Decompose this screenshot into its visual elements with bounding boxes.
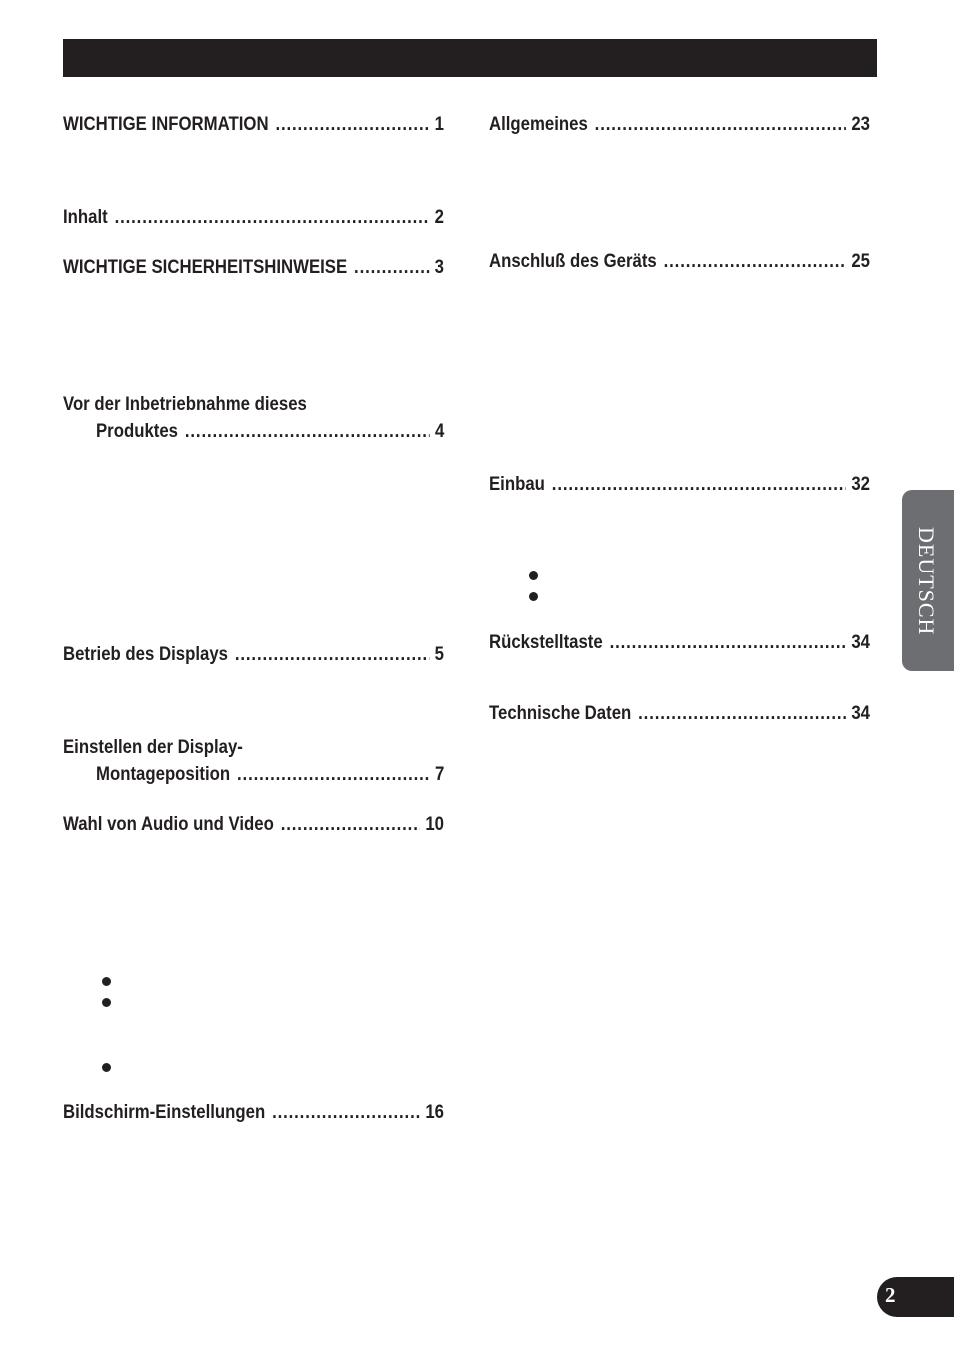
toc-leader-dots [354, 254, 429, 281]
toc-entry-label: Einbau [489, 473, 545, 495]
toc-leader-dots [664, 248, 847, 275]
toc-entry-inbetriebnahme[interactable] [96, 418, 444, 445]
toc-leader-dots [281, 811, 420, 838]
toc-leader-dots [237, 761, 430, 788]
toc-entry-ruckstelltaste[interactable] [489, 629, 870, 656]
toc-entry-bildschirm[interactable] [63, 1099, 444, 1126]
toc-entry-inhalt[interactable] [63, 204, 444, 231]
toc-leader-dots [552, 471, 846, 498]
toc-entry-label: Inhalt [63, 206, 108, 228]
toc-entry-label: Wahl von Audio und Video [63, 813, 274, 835]
toc-entry-page: 34 [851, 631, 870, 653]
toc-entry-page: 5 [434, 643, 444, 665]
toc-entry-allgemeines[interactable] [489, 111, 870, 138]
bullet-dot [102, 977, 111, 986]
toc-entry-page: 1 [434, 113, 444, 135]
toc-leader-dots [115, 204, 430, 231]
toc-entry-inbetriebnahme-line1: Vor der Inbetriebnahme dieses [63, 393, 307, 415]
language-tab-label: DEUTSCH [914, 526, 939, 636]
toc-entry-label: Betrieb des Displays [63, 643, 228, 665]
toc-entry-page: 25 [851, 250, 870, 272]
toc-entry-einbau[interactable] [489, 471, 870, 498]
header-bar [63, 39, 877, 77]
toc-entry-technische-daten[interactable] [489, 700, 870, 727]
toc-leader-dots [595, 111, 846, 138]
toc-entry-page: 32 [851, 473, 870, 495]
toc-entry-page: 4 [434, 420, 445, 442]
toc-entry-wichtige-information[interactable] [63, 111, 444, 138]
toc-entry-page: 34 [851, 702, 870, 724]
toc-leader-dots [185, 418, 430, 445]
toc-entry-page: 16 [425, 1101, 444, 1123]
toc-entry-montageposition-line1: Einstellen der Display- [63, 736, 243, 758]
toc-entry-label: WICHTIGE INFORMATION [63, 113, 269, 135]
toc-entry-page: 10 [425, 813, 444, 835]
toc-entry-betrieb-displays[interactable] [63, 641, 444, 668]
toc-entry-audio-video[interactable] [63, 811, 444, 838]
toc-entry-label: Bildschirm-Einstellungen [63, 1101, 266, 1123]
bullet-dot [529, 571, 538, 580]
toc-entry-page: 7 [434, 763, 445, 785]
toc-entry-label: WICHTIGE SICHERHEITSHINWEISE [63, 256, 348, 278]
bullet-dot [102, 1063, 111, 1072]
toc-entry-label: Rückstelltaste [489, 631, 603, 653]
bullet-dot [102, 998, 111, 1007]
toc-leader-dots [275, 111, 429, 138]
toc-entry-page: 2 [434, 206, 444, 228]
toc-leader-dots [235, 641, 430, 668]
toc-entry-label: Technische Daten [489, 702, 632, 724]
toc-entry-label: Anschluß des Geräts [489, 250, 657, 272]
toc-entry-label: Allgemeines [489, 113, 588, 135]
toc-leader-dots [610, 629, 847, 656]
toc-leader-dots [638, 700, 846, 727]
bullet-dot [529, 592, 538, 601]
toc-entry-montageposition[interactable] [96, 761, 444, 788]
toc-entry-sicherheitshinweise[interactable] [63, 254, 444, 281]
toc-entry-label: Produktes [96, 420, 179, 442]
page-number: 2 [885, 1283, 896, 1307]
toc-entry-page: 23 [851, 113, 870, 135]
toc-entry-anschluss[interactable] [489, 248, 870, 275]
toc-entry-page: 3 [434, 256, 444, 278]
toc-leader-dots [272, 1099, 420, 1126]
toc-entry-label: Montageposition [96, 763, 231, 785]
